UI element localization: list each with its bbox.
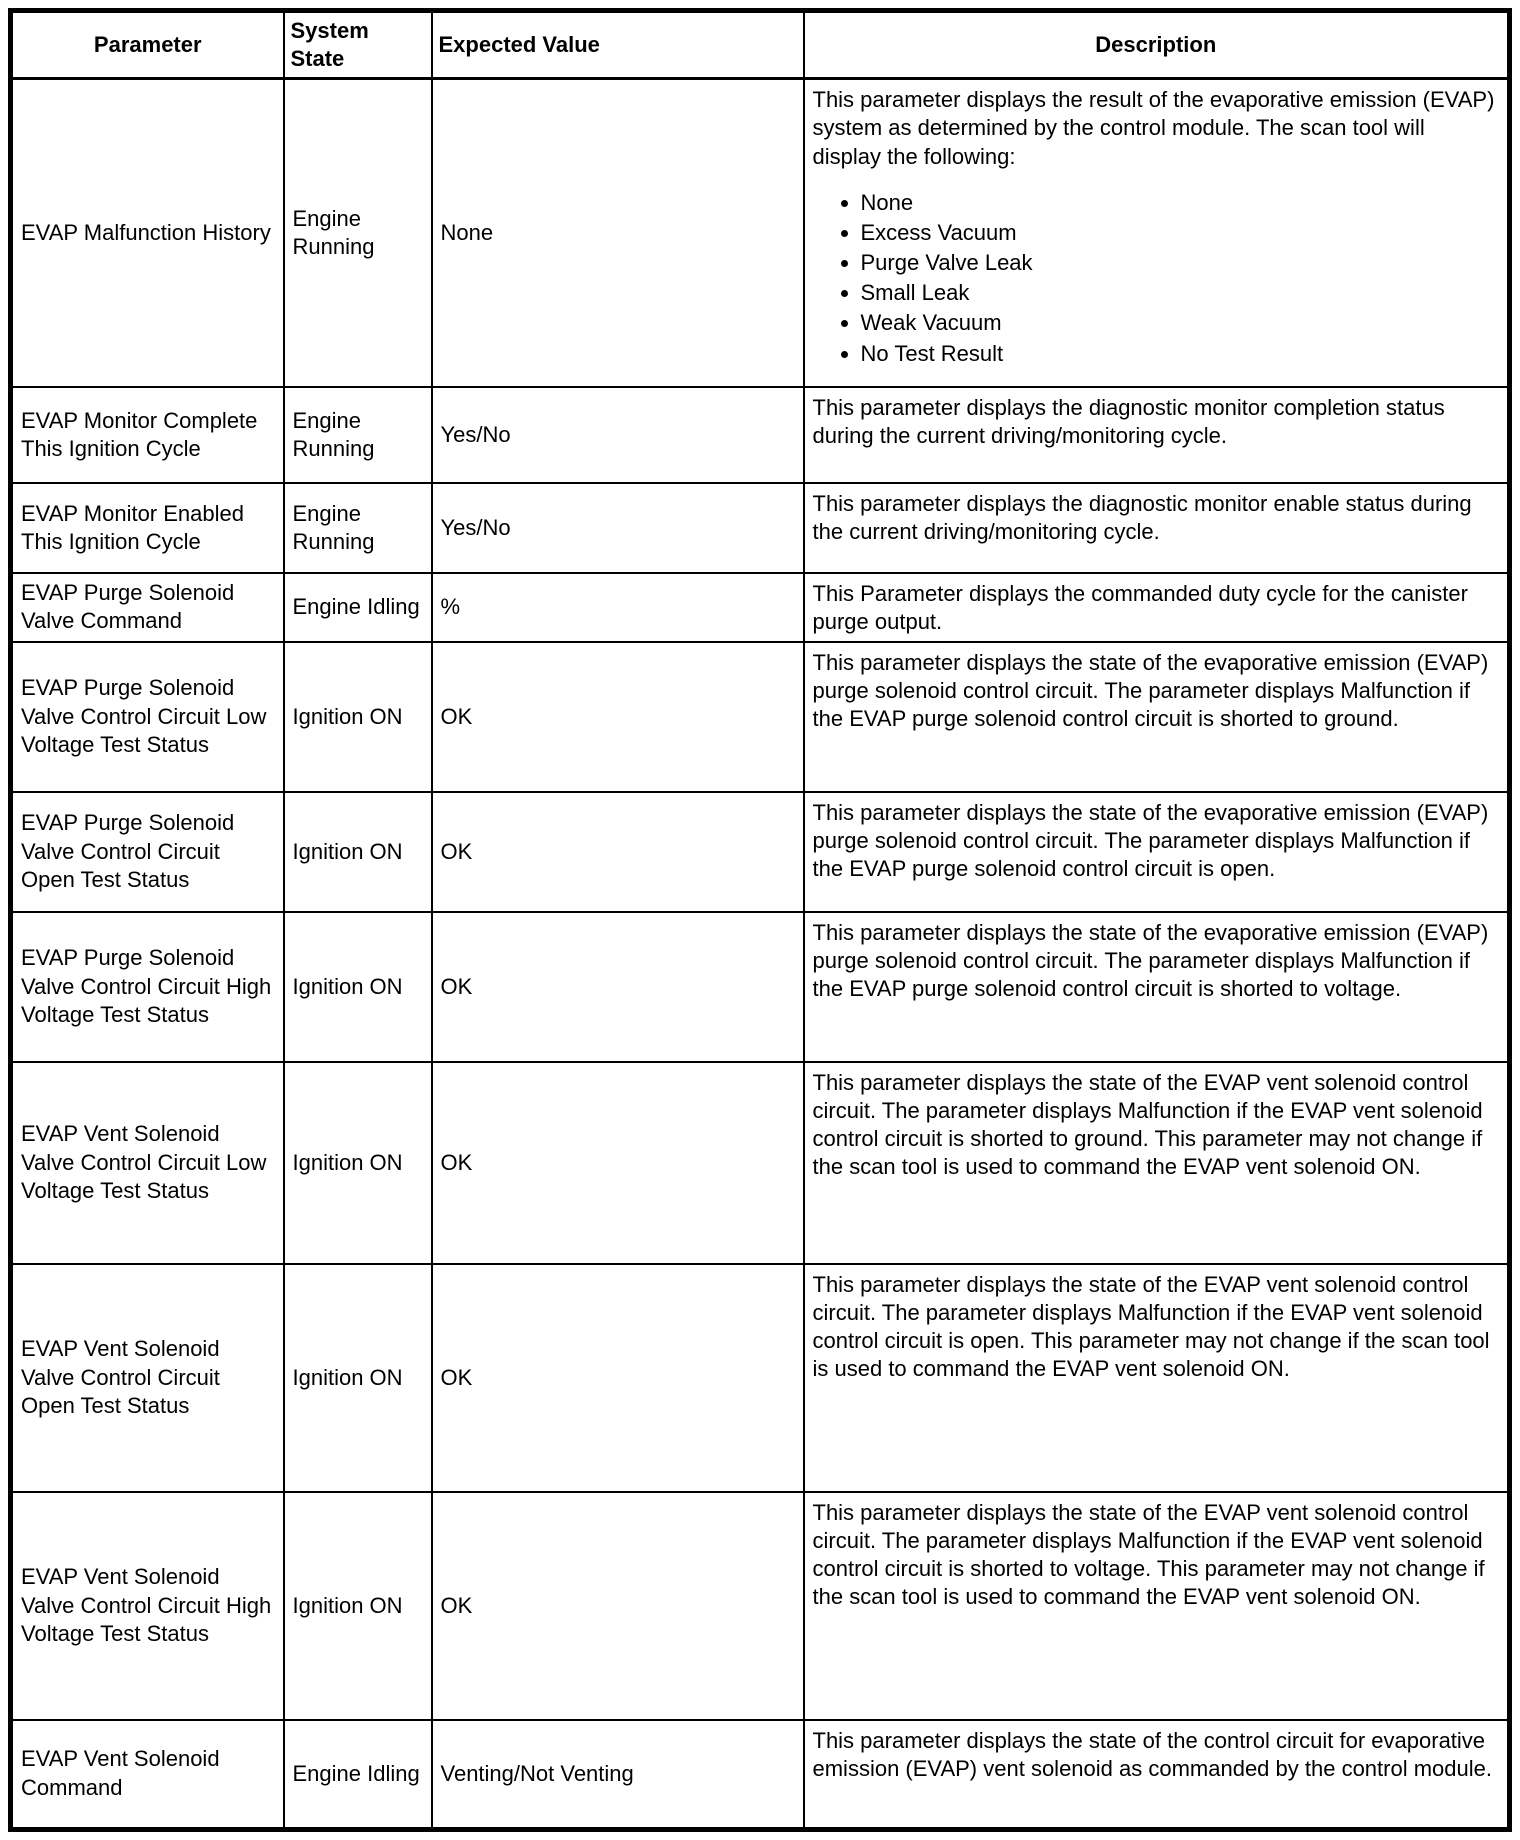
expected-value-text: OK <box>440 1592 473 1618</box>
column-header-description: Description <box>804 11 1510 79</box>
parameter-text: EVAP Malfunction History <box>21 220 271 246</box>
table-row <box>11 792 1510 912</box>
table-row <box>11 1492 1510 1720</box>
table-row <box>11 573 1510 641</box>
value-bullet-item: • Excess Vacuum <box>861 219 1500 247</box>
value-bullet-item: • Purge Valve Leak <box>861 249 1500 277</box>
expected-value-cell <box>432 1492 804 1720</box>
description-cell <box>804 642 1510 792</box>
value-bullet-item: • No Test Result <box>861 340 1500 368</box>
table-body <box>11 79 1510 1829</box>
system-state-cell <box>284 483 432 573</box>
parameter-text: EVAP Purge Solenoid Valve Control Circuit High Voltage Test Status <box>21 945 272 1027</box>
expected-value-text: Yes/No <box>440 515 511 541</box>
expected-value-text: OK <box>440 1149 473 1175</box>
system-state-text: Engine Running <box>292 501 375 555</box>
system-state-cell <box>284 79 432 388</box>
description-text: This parameter displays the state of the EVAP vent solenoid control circuit. The parameter displays Malfunction if the EVAP vent solenoid control circuit is shorted to voltage. This parameter may not change if the scan tool is used to command the EVAP vent solenoid ON. <box>812 1499 1485 1610</box>
description-cell <box>804 387 1510 483</box>
column-header-expected-value: Expected Value <box>432 11 804 79</box>
expected-value-cell <box>432 912 804 1062</box>
system-state-cell <box>284 792 432 912</box>
value-bullet-item: • Weak Vacuum <box>861 309 1500 337</box>
description-text: This parameter displays the result of the evaporative emission (EVAP) system as determined by the control module. The scan tool will display the following: <box>812 87 1495 169</box>
parameter-cell <box>11 1720 284 1830</box>
system-state-cell <box>284 642 432 792</box>
parameter-text: EVAP Monitor Enabled This Ignition Cycle <box>21 501 244 555</box>
system-state-cell <box>284 387 432 483</box>
description-text: This parameter displays the state of the EVAP vent solenoid control circuit. The parameter displays Malfunction if the EVAP vent solenoid control circuit is shorted to ground. This parameter may not change if the scan tool is used to command the EVAP vent solenoid ON. <box>812 1069 1483 1180</box>
scan-tool-data-table <box>8 8 1512 1832</box>
system-state-cell <box>284 1062 432 1264</box>
description-cell <box>804 1062 1510 1264</box>
expected-value-cell <box>432 573 804 641</box>
system-state-cell <box>284 573 432 641</box>
expected-value-text: Venting/Not Venting <box>440 1760 634 1786</box>
expected-value-text: OK <box>440 973 473 999</box>
system-state-cell <box>284 912 432 1062</box>
system-state-text: Ignition ON <box>292 703 403 729</box>
parameter-cell <box>11 1062 284 1264</box>
value-bullet-item: • None <box>861 189 1500 217</box>
value-bullet-list <box>813 189 1500 368</box>
column-header-parameter: Parameter <box>11 11 284 79</box>
table-row <box>11 1062 1510 1264</box>
expected-value-cell <box>432 642 804 792</box>
expected-value-text: None <box>440 220 494 246</box>
parameter-text: EVAP Vent Solenoid Valve Control Circuit Low Voltage Test Status <box>21 1121 267 1203</box>
description-text: This parameter displays the state of the control circuit for evaporative emission (EVAP) vent solenoid as commanded by the control module. <box>812 1727 1492 1781</box>
description-cell <box>804 573 1510 641</box>
description-text: This parameter displays the diagnostic monitor completion status during the current driving/monitoring cycle. <box>812 395 1445 449</box>
parameter-cell <box>11 483 284 573</box>
table-row <box>11 642 1510 792</box>
expected-value-text: % <box>440 594 461 620</box>
system-state-text: Engine Running <box>292 206 375 260</box>
system-state-text: Engine Idling <box>292 594 420 620</box>
description-text: This Parameter displays the commanded duty cycle for the canister purge output. <box>812 581 1468 635</box>
table-row <box>11 1720 1510 1830</box>
system-state-cell <box>284 1492 432 1720</box>
parameter-text: EVAP Purge Solenoid Valve Command <box>21 580 235 634</box>
parameter-cell <box>11 79 284 388</box>
expected-value-cell <box>432 792 804 912</box>
expected-value-cell <box>432 1720 804 1830</box>
header-row <box>11 11 1510 79</box>
parameter-cell <box>11 912 284 1062</box>
expected-value-text: OK <box>440 838 473 864</box>
system-state-cell <box>284 1720 432 1830</box>
parameter-cell <box>11 1492 284 1720</box>
parameter-text: EVAP Vent Solenoid Command <box>21 1746 220 1800</box>
description-cell <box>804 79 1510 388</box>
description-text: This parameter displays the state of the EVAP vent solenoid control circuit. The parameter displays Malfunction if the EVAP vent solenoid control circuit is open. This parameter may not change if the scan tool is used to command the EVAP vent solenoid ON. <box>812 1271 1490 1382</box>
system-state-text: Ignition ON <box>292 1364 403 1390</box>
description-cell <box>804 483 1510 573</box>
parameter-cell <box>11 1264 284 1492</box>
table-row <box>11 912 1510 1062</box>
expected-value-cell <box>432 483 804 573</box>
description-text: This parameter displays the diagnostic monitor enable status during the current driving/monitoring cycle. <box>812 491 1472 545</box>
table-row <box>11 1264 1510 1492</box>
description-cell <box>804 1720 1510 1830</box>
column-header-system-state: System State <box>284 11 432 79</box>
table-row <box>11 387 1510 483</box>
description-cell <box>804 912 1510 1062</box>
system-state-text: Engine Idling <box>292 1760 420 1786</box>
parameter-cell <box>11 573 284 641</box>
system-state-text: Ignition ON <box>292 1149 403 1175</box>
parameter-text: EVAP Vent Solenoid Valve Control Circuit High Voltage Test Status <box>21 1564 272 1646</box>
parameter-text: EVAP Monitor Complete This Ignition Cycle <box>21 408 258 462</box>
system-state-text: Ignition ON <box>292 1592 403 1618</box>
table-row <box>11 483 1510 573</box>
description-text: This parameter displays the state of the evaporative emission (EVAP) purge solenoid control circuit. The parameter displays Malfunction if the EVAP purge solenoid control circuit is open. <box>812 799 1489 881</box>
description-text: This parameter displays the state of the evaporative emission (EVAP) purge solenoid control circuit. The parameter displays Malfunction if the EVAP purge solenoid control circuit is shorted to ground. <box>812 649 1489 731</box>
system-state-text: Ignition ON <box>292 838 403 864</box>
system-state-text: Engine Running <box>292 408 375 462</box>
parameter-text: EVAP Vent Solenoid Valve Control Circuit Open Test Status <box>21 1336 220 1418</box>
table-row <box>11 79 1510 388</box>
expected-value-cell <box>432 79 804 388</box>
expected-value-cell <box>432 1264 804 1492</box>
system-state-text: Ignition ON <box>292 973 403 999</box>
expected-value-text: OK <box>440 1364 473 1390</box>
expected-value-cell <box>432 387 804 483</box>
description-text: This parameter displays the state of the evaporative emission (EVAP) purge solenoid control circuit. The parameter displays Malfunction if the EVAP purge solenoid control circuit is shorted to voltage. <box>812 919 1489 1001</box>
parameter-cell <box>11 792 284 912</box>
parameter-cell <box>11 387 284 483</box>
parameter-cell <box>11 642 284 792</box>
system-state-cell <box>284 1264 432 1492</box>
description-cell <box>804 792 1510 912</box>
parameter-text: EVAP Purge Solenoid Valve Control Circuit Low Voltage Test Status <box>21 675 267 757</box>
expected-value-text: Yes/No <box>440 422 511 448</box>
value-bullet-item: • Small Leak <box>861 279 1500 307</box>
description-cell <box>804 1264 1510 1492</box>
description-cell <box>804 1492 1510 1720</box>
parameter-text: EVAP Purge Solenoid Valve Control Circuit Open Test Status <box>21 810 235 892</box>
expected-value-text: OK <box>440 703 473 729</box>
expected-value-cell <box>432 1062 804 1264</box>
